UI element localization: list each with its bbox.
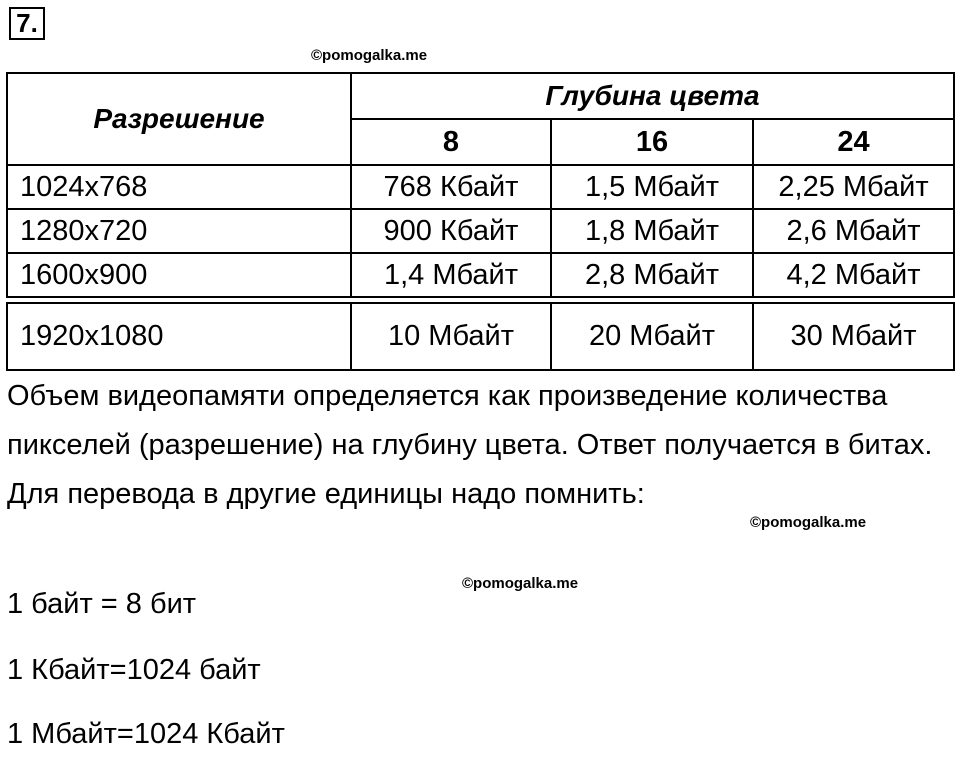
table-row (7, 253, 954, 297)
watermark: ©pomogalka.me (750, 514, 867, 531)
resolution-cell: 1280x720 (7, 209, 351, 253)
value-cell: 10 Мбайт (351, 303, 551, 370)
header-depth-24: 24 (753, 119, 954, 165)
value-cell: 30 Мбайт (753, 303, 954, 370)
fact-byte-bits: 1 байт = 8 бит (7, 588, 197, 620)
video-memory-table (6, 72, 955, 371)
resolution-cell: 1024x768 (7, 165, 351, 209)
watermark: ©pomogalka.me (311, 47, 428, 64)
resolution-cell: 1600x900 (7, 253, 351, 297)
resolution-cell: 1920x1080 (7, 303, 351, 370)
value-cell: 20 Мбайт (551, 303, 753, 370)
header-resolution: Разрешение (7, 73, 351, 165)
value-cell: 2,25 Мбайт (753, 165, 954, 209)
value-cell: 768 Кбайт (351, 165, 551, 209)
table-row (7, 209, 954, 253)
value-cell: 2,8 Мбайт (551, 253, 753, 297)
value-cell: 900 Кбайт (351, 209, 551, 253)
value-cell: 4,2 Мбайт (753, 253, 954, 297)
task-number: 7. (9, 7, 45, 40)
value-cell: 2,6 Мбайт (753, 209, 954, 253)
fact-kbyte-bytes: 1 Кбайт=1024 байт (7, 654, 261, 686)
table-row (7, 165, 954, 209)
header-depth-16: 16 (551, 119, 753, 165)
value-cell: 1,8 Мбайт (551, 209, 753, 253)
table-row (7, 303, 954, 370)
value-cell: 1,5 Мбайт (551, 165, 753, 209)
value-cell: 1,4 Мбайт (351, 253, 551, 297)
fact-mbyte-kbytes: 1 Мбайт=1024 Кбайт (7, 718, 285, 750)
header-color-depth: Глубина цвета (351, 73, 954, 119)
explanation-text: Объем видеопамяти определяется как произведение количества пикселей (разрешение) на глубину цвета. Ответ получается в битах. Для перевода в другие единицы надо помнить: (7, 380, 933, 510)
watermark: ©pomogalka.me (462, 575, 579, 592)
header-depth-8: 8 (351, 119, 551, 165)
